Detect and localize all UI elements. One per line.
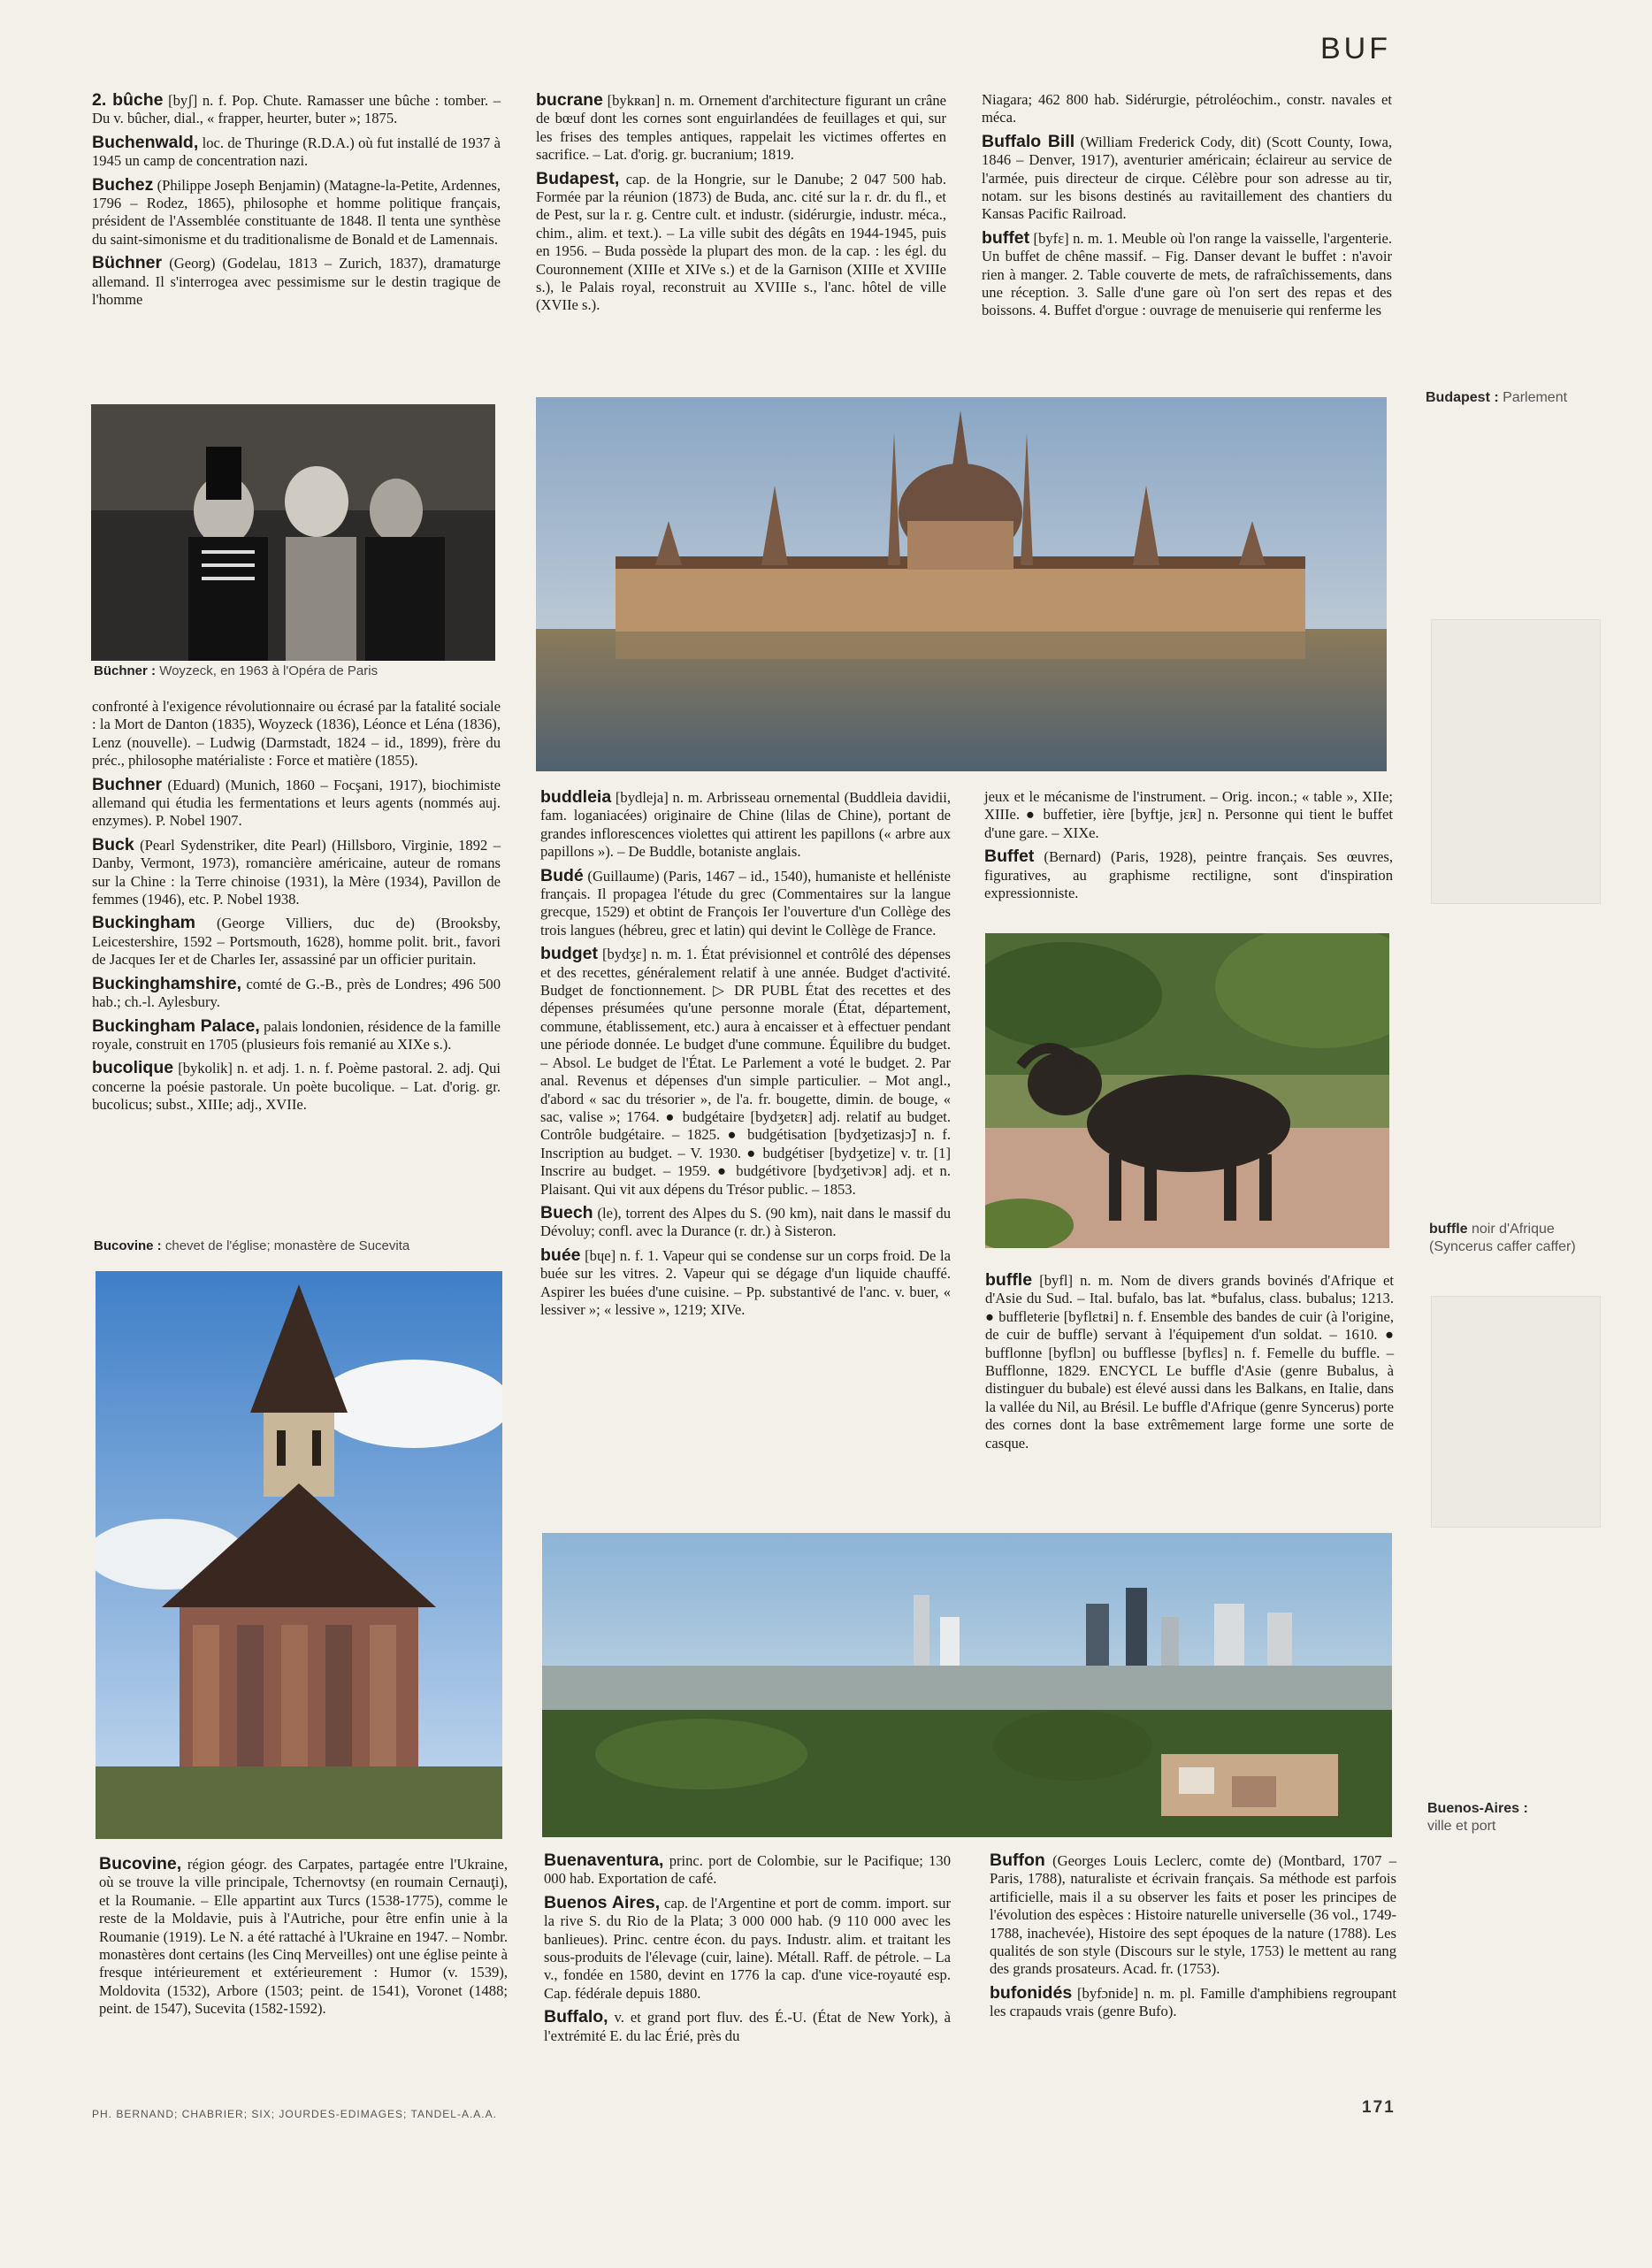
entry-text: palais londonien, résidence de la famille royale, construit en 1705 (plusieurs fois remanié au XIXe s.). <box>92 1017 501 1053</box>
dictionary-entry <box>99 1855 508 2019</box>
entry-headword: Buckingham Palace, <box>92 1015 260 1036</box>
entry-text: [bydleja] n. m. Arbrisseau ornemental (Buddleia davidii, fam. loganiacées) originaire de Chine (lilas de Chine), portant de grandes inflorescences violettes qui attirent les papillons (« arbre aux papillons »). – De Buddle, botaniste anglais. <box>540 789 951 861</box>
entry-headword: 2. bûche <box>92 90 164 110</box>
show-through-figure <box>1431 619 1601 904</box>
entry-text: [byfɔnide] n. m. pl. Famille d'amphibiens regroupant les crapauds vrais (genre Bufo). <box>990 1984 1396 2020</box>
entry-text: [byfɛ] n. m. 1. Meuble où l'on range la vaisselle, l'argenterie. Un buffet de chêne massif. – Fig. Danser devant le buffet : n'avoir rien à manger. 2. Table couverte de mets, de rafraîchissements, dans une réception. 3. Salle d'une gare où l'on sert des repas et des boissons. 4. Buffet d'orgue : ouvrage de menuiserie qui renferme les <box>982 229 1392 319</box>
entry-text: [byʃ] n. f. Pop. Chute. Ramasser une bûche : tomber. – Du v. bûcher, dial., « frapper, heurter, buter »; 1875. <box>92 92 501 127</box>
budapest-photo <box>536 397 1387 771</box>
entry-text: [bydʒɛ] n. m. 1. État prévisionnel et contrôlé des dépenses et des recettes, généralement relatif à une année. Budget d'activité. Budget de fonctionnement. ▷ DR PUBL État des recettes et des dépenses présumées qu'une personne morale (État, département, commune, établissement, etc.) aura à encaisser et à effectuer pendant une période donnée. Le budget d'une commune. Équilibre du budget. – Absol. Le budget de l'État. Le Parlement a voté le budget. 2. Par anal. Revenus et dépenses d'un simple particulier. – Mot angl., d'abord « sac du trésorier », de l'a. fr. bougette, dimin. de bouge, « sac, valise »; 1764. ● budgétaire [bydʒetɛʀ] adj. relatif au budget. Contrôle budgétaire. – 1825. ● budgétisation [bydʒetizasjɔ̃] n. f. Inscription au budget. – V. 1930. ● budgétiser [bydʒetize] v. tr. [1] Inscrire au budget. – 1959. ● budgétivore [bydʒetivɔʀ] adj. et n. Plaisant. Qui vit aux dépens du Trésor public. – 1853. <box>540 946 951 1198</box>
entry-headword: Buffalo, <box>544 2007 608 2027</box>
dictionary-entry <box>92 698 501 770</box>
entry-text: (Pearl Sydenstriker, dite Pearl) (Hillsboro, Virginie, 1892 – Danby, Vermont, 1973), romancière américaine, auteur de romans sur la Chine : la Terre chinoise (1931), la Mère (1934), Pavillon de femmes (1946), etc. P. Nobel 1938. <box>92 836 501 908</box>
dictionary-entry <box>990 1984 1396 2021</box>
bucovine-caption <box>94 1237 509 1254</box>
column-3-top <box>982 91 1392 326</box>
budapest-photo-image <box>536 397 1387 771</box>
dictionary-entry <box>984 847 1393 902</box>
buffle-caption <box>1429 1221 1633 1256</box>
entry-headword: Budé <box>540 865 584 885</box>
caption-latin: (Syncerus caffer caffer) <box>1429 1239 1576 1254</box>
entry-text: (George Villiers, duc de) (Brooksby, Leicestershire, 1592 – Portsmouth, 1628), homme polit. brit., favori de Jacques Ier et de Charles Ier, assassiné par un officier puritain. <box>92 915 501 969</box>
entry-text: Niagara; 462 800 hab. Sidérurgie, pétroléochim., constr. navales et méca. <box>982 91 1392 126</box>
column-3-mid <box>984 788 1393 908</box>
caption-text: Parlement <box>1503 390 1568 405</box>
dictionary-entry <box>982 229 1392 320</box>
entry-text: comté de G.-B., près de Londres; 496 500 hab.; ch.-l. Aylesbury. <box>92 975 501 1011</box>
column-1-top <box>92 91 501 314</box>
caption-text: ville et port <box>1427 1819 1496 1834</box>
entry-text: (Guillaume) (Paris, 1467 – id., 1540), humaniste et helléniste français. Il propagea l'étude du grec (Commentaires sur la langue grecque, 1529) et obtint de François Ier l'ouverture d'un Collège des trois langues (hébreu, grec et latin) qui devint le Collège de France. <box>540 867 951 939</box>
caption-title: Buenos-Aires : <box>1427 1801 1528 1816</box>
entry-headword: Buffalo Bill <box>982 131 1075 151</box>
page-number: 171 <box>1362 2098 1396 2117</box>
entry-text: (Georg) (Godelau, 1813 – Zurich, 1837), dramaturge allemand. Il s'interrogea avec pessimisme sur le destin tragique de l'homme <box>92 255 501 309</box>
dictionary-entry <box>985 1271 1394 1452</box>
dictionary-entry <box>536 170 946 315</box>
entry-headword: buffet <box>982 227 1030 248</box>
entry-headword: budget <box>540 944 598 964</box>
entry-headword: bufonidés <box>990 1982 1073 2003</box>
entry-text: princ. port de Colombie, sur le Pacifique; 130 000 hab. Exportation de café. <box>544 1852 951 1888</box>
dictionary-entry <box>544 1894 951 2003</box>
dictionary-entry <box>536 91 946 165</box>
entry-headword: Büchner <box>92 253 163 273</box>
caption-text: chevet de l'église; monastère de Sucevita <box>164 1238 410 1253</box>
entry-headword: bucrane <box>536 90 603 110</box>
caption-text: noir d'Afrique <box>1472 1222 1555 1237</box>
dictionary-entry <box>92 1017 501 1054</box>
entry-headword: buée <box>540 1245 581 1265</box>
running-head: BUF <box>1320 32 1391 65</box>
column-2-top <box>536 91 946 320</box>
entry-headword: Buenos Aires, <box>544 1892 661 1912</box>
entry-headword: Buckingham <box>92 913 196 933</box>
column-2-bottom <box>544 1851 951 2050</box>
dictionary-entry <box>92 1059 501 1114</box>
column-2-mid <box>540 788 951 1324</box>
dictionary-entry <box>92 176 501 249</box>
entry-text: jeux et le mécanisme de l'instrument. – Orig. incon.; « table », XIIe; XIIIe. ● buffetier, ière [byftje, jɛʀ] n. Personne qui tient le buffet d'une gare. – XIXe. <box>984 788 1393 841</box>
dictionary-entry <box>540 1204 951 1241</box>
entry-headword: Buckinghamshire, <box>92 973 242 993</box>
column-1-bottom <box>99 1855 508 2024</box>
caption-text: Woyzeck, en 1963 à l'Opéra de Paris <box>159 663 379 678</box>
entry-headword: Buck <box>92 834 134 854</box>
entry-headword: Buffet <box>984 847 1035 867</box>
dictionary-entry <box>540 945 951 1199</box>
dictionary-entry <box>982 133 1392 224</box>
entry-text: cap. de la Hongrie, sur le Danube; 2 047 500 hab. Formée par la réunion (1873) de Buda, anc. cité sur la r. dr. du fl., et de Pest, sur la r. g. Centre cult. et industr. (sidérurgie, industr. méca., chim., alim. et text.). – La ville subit des dégâts en 1944-1945, puis en 1956. – Buda possède la plupart des mon. de la cap. : les égl. du Couronnement (XIIIe et XIVe s.) et de la Garnison (XIIIe et XVIIIe s.), le Palais royal, reconstruit au XVIIIe s., l'anc. hôtel de ville (XVIIe s.). <box>536 170 946 314</box>
entry-headword: Buchenwald, <box>92 132 199 152</box>
entry-text: (Philippe Joseph Benjamin) (Matagne-la-Petite, Ardennes, 1796 – Rodez, 1865), philosophe et homme politique français, président de l'Assemblée constituante de 1848. Il tenta une synthèse du saint-simonisme et du traditionalisme de Bonald et de Lamennais. <box>92 176 501 248</box>
entry-headword: Buchez <box>92 174 154 195</box>
dictionary-entry <box>92 91 501 128</box>
entry-headword: Buffon <box>990 1850 1045 1870</box>
entry-text: région géogr. des Carpates, partagée entre l'Ukraine, où se trouve la ville principale, Tchernovtsy (en roumain Cernauţi), et la Roumanie. – Elle appartint aux Turcs (1538-1775), comme le reste de la Moldavie, puis à l'Autriche, pour être enfin unie à la Roumanie (1919). Le N. a été rattaché à l'Ukraine en 1947. – Nombr. monastères dont certains (les Cinq Merveilles) ont une église peinte à fresque intérieurement et extérieurement : Humor (v. 1539), Moldovita (1532), Arbore (1503; peint. de 1541), Voronet (1488; peint. de 1547), Sucevita (1582-1592). <box>99 1856 508 2018</box>
entry-headword: Buchner <box>92 774 163 794</box>
entry-text: loc. de Thuringe (R.D.A.) où fut installé de 1937 à 1945 un camp de concentration nazi. <box>92 134 501 170</box>
caption-title: Büchner : <box>94 663 157 678</box>
buenos-aires-photo <box>542 1533 1392 1837</box>
dictionary-entry <box>544 1851 951 1889</box>
entry-text: (William Frederick Cody, dit) (Scott County, Iowa, 1846 – Denver, 1917), aventurier américain; éclaireur au service de l'armée, puis directeur de cirque. Célèbre pour son adresse au tir, notam. sur les bisons destinés au ravitaillement des chantiers du Kansas Pacific Railroad. <box>982 133 1392 223</box>
bucovine-photo <box>96 1271 502 1839</box>
entry-text: [bɥe] n. f. 1. Vapeur qui se condense sur un corps froid. De la buée sur les vitres. 2. Vapeur qui se dégage d'un liquide chauffé. Aspirer les buées d'une cuisine. – Pp. substantivé de l'anc. v. buer, « lessiver »; « lessive », 1219; XIVe. <box>540 1246 951 1318</box>
entry-headword: bucolique <box>92 1058 174 1078</box>
buchner-caption <box>94 663 501 679</box>
entry-text: cap. de l'Argentine et port de comm. import. sur la rive S. du Rio de la Plata; 3 000 000 hab. (9 110 000 avec les banlieues). Princ. centre écon. du pays. Industr. alim. et traitant les sous-produits de l'élevage (cuir, laine). Métall. Raff. de pétrole. – La v., fondée en 1580, devint en 1776 la cap. d'une vice-royauté esp. Cap. fédérale depuis 1880. <box>544 1894 951 2002</box>
buffle-photo <box>985 933 1389 1248</box>
entry-headword: Budapest, <box>536 168 620 188</box>
dictionary-entry <box>984 788 1393 842</box>
dictionary-entry <box>92 776 501 831</box>
dictionary-entry <box>540 788 951 862</box>
entry-text: (Georges Louis Leclerc, comte de) (Montbard, 1707 – Paris, 1788), naturaliste et écrivain français. Sa méthode est parfois artificielle, mais il a su observer les faits et poser les principes de l'évolution des espèces : Histoire naturelle universelle (36 vol., 1749-1788, inachevée), Histoire des sept époques de la nature (1788). Les qualités de son style (Discours sur le style, 1753) le mettent au rang des grands prosateurs. Acad. fr. (1753). <box>990 1852 1396 1978</box>
buenos-aires-caption <box>1427 1800 1622 1835</box>
caption-title: Budapest : <box>1426 390 1499 405</box>
entry-headword: Buenaventura, <box>544 1850 664 1870</box>
caption-title: Bucovine : <box>94 1238 162 1253</box>
entry-text: [bykʀan] n. m. Ornement d'architecture figurant un crâne de bœuf dont les cornes sont enguirlandées de feuillages et qui, sur les frises des temples antiques, rappelait les victimes offertes en sacrifice. – Lat. d'orig. gr. bucranium; 1819. <box>536 92 946 164</box>
buchner-photo-image <box>91 404 495 661</box>
caption-title: buffle <box>1429 1222 1468 1237</box>
show-through-map <box>1431 1296 1601 1528</box>
dictionary-entry <box>544 2008 951 2045</box>
dictionary-entry <box>982 91 1392 127</box>
buenos-aires-photo-image <box>542 1533 1392 1837</box>
dictionary-entry <box>92 914 501 969</box>
entry-headword: Bucovine, <box>99 1854 182 1873</box>
buffle-photo-image <box>985 933 1389 1248</box>
dictionary-entry <box>540 1246 951 1320</box>
entry-text: (Eduard) (Munich, 1860 – Focşani, 1917), biochimiste allemand qui étudia les fermentations et leurs agents (nommés auj. enzymes). P. Nobel 1907. <box>92 776 501 830</box>
dictionary-entry <box>92 975 501 1012</box>
dictionary-entry <box>92 254 501 309</box>
photo-credit: PH. BERNAND; CHABRIER; SIX; JOURDES-EDIMAGES; TANDEL-A.A.A. <box>92 2108 497 2120</box>
dictionary-entry <box>990 1851 1396 1979</box>
entry-text: (le), torrent des Alpes du S. (90 km), nait dans le massif du Dévoluy; confl. avec la Durance (r. dr.) à Sisteron. <box>540 1204 951 1240</box>
budapest-caption <box>1426 389 1611 407</box>
entry-headword: buddleia <box>540 787 612 807</box>
entry-headword: Buech <box>540 1202 593 1222</box>
column-3-low <box>985 1271 1394 1458</box>
entry-text: [byfl] n. m. Nom de divers grands bovinés d'Afrique et d'Asie du Sud. – Ital. bufalo, bas lat. *bufalus, class. bubalus; 1213. ● buffleterie [byflɛtʀi] n. f. Ensemble des bandes de cuir (à l'origine, de cuir de buffle) servant à l'équipement d'un soldat. – 1610. ● bufflonne [byflɔn] ou bufflesse [byflɛs] n. f. Femelle du buffle. – Bufflonne, 1829. ENCYCL Le buffle d'Asie (genre Bubalus, à distinguer du bubale) est élevé aussi dans les Balkans, en Italie, dans la vallée du Nil, au Brésil. Le buffle d'Afrique (genre Syncerus) porte des cornes dont la base extrêmement large forme une sorte de casque. <box>985 1272 1394 1452</box>
entry-text: [bykolik] n. et adj. 1. n. f. Poème pastoral. 2. adj. Qui concerne la poésie pastorale. Un poète bucolique. – Lat. d'orig. gr. bucolicus; subst., XIIIe; adj., XVIIe. <box>92 1060 501 1114</box>
column-3-bottom <box>990 1851 1396 2027</box>
bucovine-photo-image <box>96 1271 502 1839</box>
entry-text: (Bernard) (Paris, 1928), peintre français. Ses œuvres, figuratives, au graphisme rectiligne, sont d'inspiration expressionniste. <box>984 848 1393 902</box>
entry-text: v. et grand port fluv. des É.-U. (État de New York), à l'extrémité E. du lac Érié, près du <box>544 2009 951 2044</box>
entry-headword: buffle <box>985 1270 1033 1290</box>
dictionary-entry <box>540 867 951 940</box>
buchner-photo <box>91 404 495 661</box>
dictionary-entry <box>92 836 501 909</box>
dictionary-entry <box>92 134 501 171</box>
column-1-mid <box>92 698 501 1120</box>
entry-text: confronté à l'exigence révolutionnaire ou écrasé par la fatalité sociale : la Mort de Danton (1835), Woyzeck (1836), Léonce et Léna (1836), Lenz (nouvelle). – Ludwig (Darmstadt, 1824 – id., 1899), frère du préc., philosophe matérialiste : Force et matière (1855). <box>92 698 501 770</box>
